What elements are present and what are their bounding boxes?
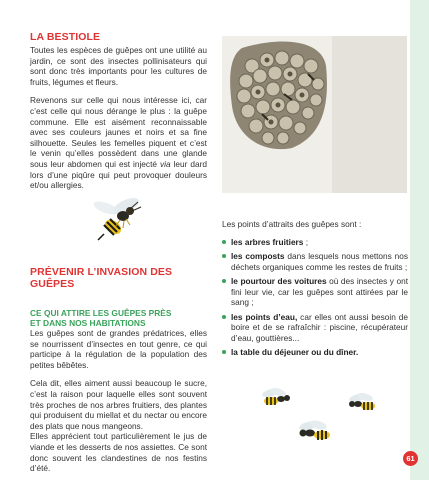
bullet-text: où des insectes y ont fini leur vie, car les guêpes sont attirées par le sang ; bbox=[231, 276, 408, 308]
wasp-nest-photo bbox=[222, 36, 407, 193]
subsection-title-line: ET DANS NOS HABITATIONS bbox=[30, 318, 146, 328]
side-band bbox=[410, 0, 429, 480]
subsection-title-line: CE QUI ATTIRE LES GUÊPES PRÈS bbox=[30, 308, 172, 318]
section-body bbox=[30, 328, 207, 474]
bullet-bold: les composts bbox=[231, 251, 285, 262]
bullet-icon bbox=[222, 315, 226, 319]
bullet-bold: la table du déjeuner ou du dîner. bbox=[231, 347, 359, 358]
list-intro: Les points d’attraits des guêpes sont : bbox=[222, 219, 362, 229]
list-item bbox=[222, 237, 408, 248]
text-run: Revenons sur celle qui nous intéresse ici, car c’est celle qui nous dérange le plus : la guêpe commune. Elle est aisément reconnaissable avec ses couleurs jaunes et noirs et sa fine silhouette. Seules les femelles piquent et c’est le venin qu’elles possèdent dans une glande sous leur abdomen qui est injecté bbox=[30, 95, 207, 169]
wasp-icon bbox=[343, 391, 381, 417]
bullet-bold: les points d’eau, bbox=[231, 311, 298, 322]
page-number: 61 bbox=[403, 451, 418, 466]
list-item bbox=[222, 347, 408, 358]
bullet-icon bbox=[222, 254, 226, 258]
section-title-prevenir: PRÉVENIR L’INVASION DES GUÊPES bbox=[30, 266, 173, 290]
bullet-text: ; bbox=[303, 236, 309, 247]
wasp-icon bbox=[86, 192, 146, 248]
bullet-icon bbox=[222, 240, 226, 244]
list-item bbox=[222, 312, 408, 344]
section-title-bestiole: LA BESTIOLE bbox=[30, 31, 101, 43]
paragraph: Cela dit, elles aiment aussi beaucoup le sucre, c’est la raison pour laquelle elles sont souvent très proches de nos arbres fruitiers, des plantes qui produisent du miellat et du nectar ou encore des plats que nous mangeons. bbox=[30, 378, 207, 431]
bullet-list bbox=[222, 237, 408, 358]
paragraph: Elles apprécient tout particulièrement le jus de viande et les desserts de nos assiettes. Ce sont donc souvent les clandestines de nos festins d’été. bbox=[30, 431, 207, 474]
section-prevenir bbox=[30, 266, 207, 474]
attractions-list bbox=[222, 219, 408, 362]
italic-text: via bbox=[159, 158, 171, 169]
bullet-bold: les arbres fruitiers bbox=[231, 236, 304, 247]
wasp-icon bbox=[294, 418, 338, 448]
list-item bbox=[222, 276, 408, 308]
text-run: leur dard lors d’une piqûre qui peut provoquer douleurs et/ou allergies. bbox=[30, 158, 207, 191]
bullet-icon bbox=[222, 279, 226, 283]
paragraph: Les guêpes sont de grandes prédatrices, elles se nourrissent d’insectes en tout genre, ce qui participe à la régulation de la population des petites bêbêtes. bbox=[30, 328, 207, 370]
paragraph bbox=[30, 95, 207, 190]
section-body bbox=[30, 45, 207, 191]
paragraph: Toutes les espèces de guêpes ont une utilité au jardin, ce sont des insectes pollinisateurs qui sont donc très importants pour les cultures de fruits, légumes et fleurs. bbox=[30, 45, 207, 87]
wasp-icon bbox=[258, 386, 296, 412]
section-bestiole bbox=[30, 31, 207, 191]
list-item bbox=[222, 251, 408, 272]
bullet-text: car elles ont aussi besoin de boire et de se rafraîchir : piscine, récupérateur d’eau, gouttières... bbox=[231, 311, 408, 343]
bullet-icon bbox=[222, 350, 226, 354]
bullet-text: dans lesquels nous mettons nos déchets organiques comme les restes de fruits ; bbox=[231, 251, 409, 272]
subsection-title bbox=[30, 308, 207, 328]
bullet-bold: le pourtour des voitures bbox=[231, 276, 327, 287]
